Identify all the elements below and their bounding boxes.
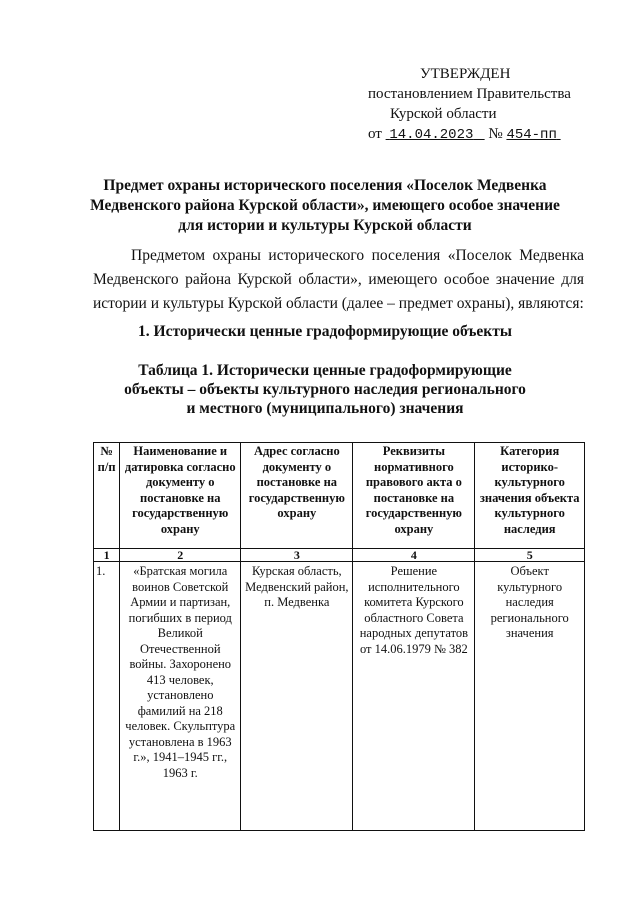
- approval-line-2: Курской области: [390, 106, 497, 122]
- row-address: Курская область, Медвенский район, п. Медвенка: [241, 562, 353, 831]
- header-category: Категория историко-культурного значения объекта культурного наследия: [475, 443, 585, 549]
- approval-block: [368, 64, 598, 145]
- intro-text: Предметом охраны исторического поселения «Поселок Медвенка Медвенского района Курской области», имеющего особое значение для истории и культуры Курской области (далее – предмет охраны), являются:: [93, 247, 584, 312]
- number-prefix: №: [488, 126, 503, 142]
- column-number: 1: [94, 549, 120, 562]
- header-name: Наименование и датировка согласно документу о постановке на государственную охрану: [120, 443, 241, 549]
- table-title-line-2: объекты – объекты культурного наследия регионального: [124, 381, 526, 398]
- approval-date-line: [368, 124, 598, 145]
- heading-line-3: для истории и культуры Курской области: [178, 217, 472, 234]
- table-header-row: [94, 443, 585, 549]
- row-act: Решение исполнительного комитета Курского областного Совета народных депутатов от 14.06.1979 № 382: [353, 562, 475, 831]
- approval-line-1: постановлением Правительства: [368, 86, 571, 102]
- table-title-line-1: Таблица 1. Исторически ценные градоформирующие: [138, 362, 512, 379]
- table-title-line-3: и местного (муниципального) значения: [186, 400, 464, 417]
- section-title: 1. Исторически ценные градоформирующие объекты: [138, 323, 512, 340]
- approval-date: 14.04.2023: [389, 127, 474, 143]
- column-number-row: [94, 549, 585, 562]
- column-number: 4: [353, 549, 475, 562]
- column-number: 2: [120, 549, 241, 562]
- column-number: 5: [475, 549, 585, 562]
- heading-line-1: Предмет охраны исторического поселения «Поселок Медвенка: [103, 177, 547, 194]
- header-num: № п/п: [94, 443, 120, 549]
- row-num: 1.: [94, 562, 120, 831]
- column-number: 3: [241, 549, 353, 562]
- document-heading: [90, 176, 560, 236]
- heading-line-2: Медвенского района Курской области», имеющего особое значение: [90, 197, 560, 214]
- header-act: Реквизиты нормативного правового акта о постановке на государственную охрану: [353, 443, 475, 549]
- approval-number: 454-пп: [506, 127, 557, 143]
- intro-paragraph: [93, 244, 584, 316]
- table-row: [94, 562, 585, 831]
- approval-title: УТВЕРЖДЕН: [420, 66, 511, 82]
- date-prefix: от: [368, 126, 382, 142]
- objects-table: [93, 442, 585, 831]
- header-address: Адрес согласно документу о постановке на государственную охрану: [241, 443, 353, 549]
- table-title: [60, 361, 590, 418]
- row-name: «Братская могила воинов Советской Армии и партизан, погибших в период Великой Отечественной войны. Захоронено 413 человек, установлено фамилий на 218 человек. Скульптура установлена в 1963 г.», 1941–1945 гг., 1963 г.: [120, 562, 241, 831]
- row-category: Объект культурного наследия регионального значения: [475, 562, 585, 831]
